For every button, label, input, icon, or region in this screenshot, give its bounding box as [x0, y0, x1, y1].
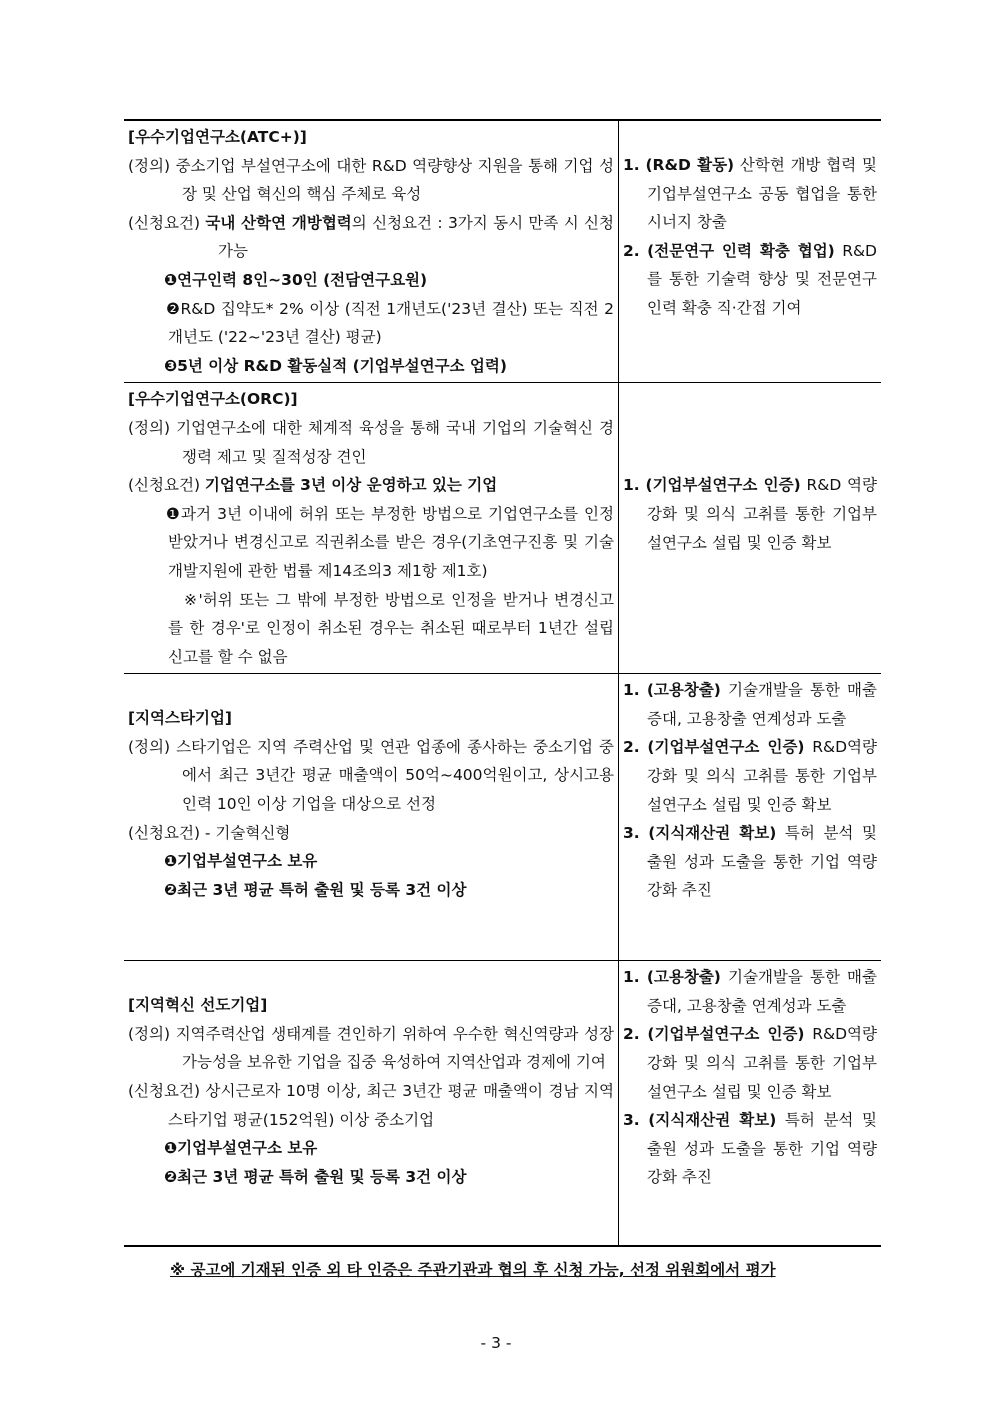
benefit-item: 2. (전문연구 인력 확충 협업) R&D를 통한 기술력 향상 및 전문연구인력 확충 직·간접 기여 — [623, 241, 877, 317]
section-orc — [124, 383, 881, 674]
requirement-bullet: ❷R&D 집약도* 2% 이상 (직전 1개년도('23년 결산) 또는 직전 2개년도 ('22~'23년 결산) 평균) — [166, 299, 614, 347]
section-definition: (정의) 중소기업 부설연구소에 대한 R&D 역량향상 지원을 통해 기업 성장 및 산업 혁신의 핵심 주체로 육성 — [128, 156, 614, 204]
section-definition: (정의) 지역주력산업 생태계를 견인하기 위하여 우수한 혁신역량과 성장가능성을 보유한 기업을 집중 육성하여 지역산업과 경제에 기여 — [128, 1024, 614, 1072]
section-requirement: (신청요건) 국내 산학연 개방협력의 신청요건 : 3가지 동시 만족 시 신청가능 — [128, 213, 614, 261]
benefit-item: 2. (기업부설연구소 인증) R&D역량 강화 및 의식 고취를 통한 기업부설연구소 설립 및 인증 확보 — [623, 1025, 877, 1101]
benefit-item: 3. (지식재산권 확보) 특허 분석 및 출원 성과 도출을 통한 기업 역량 강화 추진 — [623, 824, 877, 900]
requirement-bullet: ❶기업부설연구소 보유 — [164, 852, 318, 871]
footnote: ※ 공고에 기재된 인증 외 타 인증은 주관기관과 협의 후 신청 가능, 선정 위원회에서 평가 — [170, 1261, 776, 1279]
section-requirement: (신청요건) 기업연구소를 3년 이상 운영하고 있는 기업 — [128, 476, 498, 495]
benefit-item: 2. (기업부설연구소 인증) R&D역량 강화 및 의식 고취를 통한 기업부설연구소 설립 및 인증 확보 — [623, 738, 877, 814]
benefit-item: 1. (R&D 활동) 산학현 개방 협력 및 기업부설연구소 공동 협업을 통한 시너지 창출 — [623, 156, 877, 232]
requirement-note: ※'허위 또는 그 밖에 부정한 방법으로 인정을 받거나 변경신고를 한 경우'로 인정이 취소된 경우는 취소된 때로부터 1년간 설립신고를 할 수 없음 — [168, 590, 614, 666]
benefit-item: 1. (고용창출) 기술개발을 통한 매출증대, 고용창출 연계성과 도출 — [623, 968, 877, 1015]
requirement-bullet: ❶과거 3년 이내에 허위 또는 부정한 방법으로 기업연구소를 인정받았거나 변경신고로 직권취소를 받은 경우(기초연구진흥 및 기술개발지원에 관한 법률 제14조의3 제1항 제1호) — [166, 504, 614, 580]
section-title: [우수기업연구소(ATC+)] — [128, 128, 307, 146]
section-atc — [124, 120, 881, 383]
section-regional-star — [124, 674, 881, 961]
benefit-item: 1. (고용창출) 기술개발을 통한 매출증대, 고용창출 연계성과 도출 — [623, 681, 877, 728]
criteria-table — [124, 119, 881, 1247]
section-definition: (정의) 스타기업은 지역 주력산업 및 연관 업종에 종사하는 중소기업 중에서 최근 3년간 평균 매출액이 50억~400억원이고, 상시고용 인력 10인 이상 기업을 대상으로 선정 — [128, 737, 614, 814]
requirement-bullet: ❸5년 이상 R&D 활동실적 (기업부설연구소 업력) — [164, 356, 507, 375]
section-requirement: (신청요건) - 기술혁신형 — [128, 823, 291, 842]
section-requirement: (신청요건) 상시근로자 10명 이상, 최근 3년간 평균 매출액이 경남 지역스타기업 평균(152억원) 이상 중소기업 — [128, 1082, 614, 1129]
benefit-item: 3. (지식재산권 확보) 특허 분석 및 출원 성과 도출을 통한 기업 역량 강화 추진 — [623, 1111, 877, 1187]
requirement-bullet: ❶기업부설연구소 보유 — [164, 1139, 318, 1158]
requirement-bullet: ❷최근 3년 평균 특허 출원 및 등록 3건 이상 — [164, 880, 467, 899]
section-definition: (정의) 기업연구소에 대한 체계적 육성을 통해 국내 기업의 기술혁신 경쟁력 제고 및 질적성장 견인 — [128, 418, 614, 466]
requirement-bullet: ❶연구인력 8인~30인 (전담연구요원) — [164, 270, 428, 289]
section-regional-innovation — [124, 961, 881, 1246]
requirement-bullet: ❷최근 3년 평균 특허 출원 및 등록 3건 이상 — [164, 1167, 467, 1186]
section-title: [지역혁신 선도기업] — [128, 996, 268, 1015]
section-title: [지역스타기업] — [128, 709, 233, 728]
benefit-item: 1. (기업부설연구소 인증) R&D 역량 강화 및 의식 고취를 통한 기업부설연구소 설립 및 인증 확보 — [623, 476, 877, 552]
page-number: - 3 - — [480, 1334, 512, 1352]
section-title: [우수기업연구소(ORC)] — [128, 390, 298, 409]
